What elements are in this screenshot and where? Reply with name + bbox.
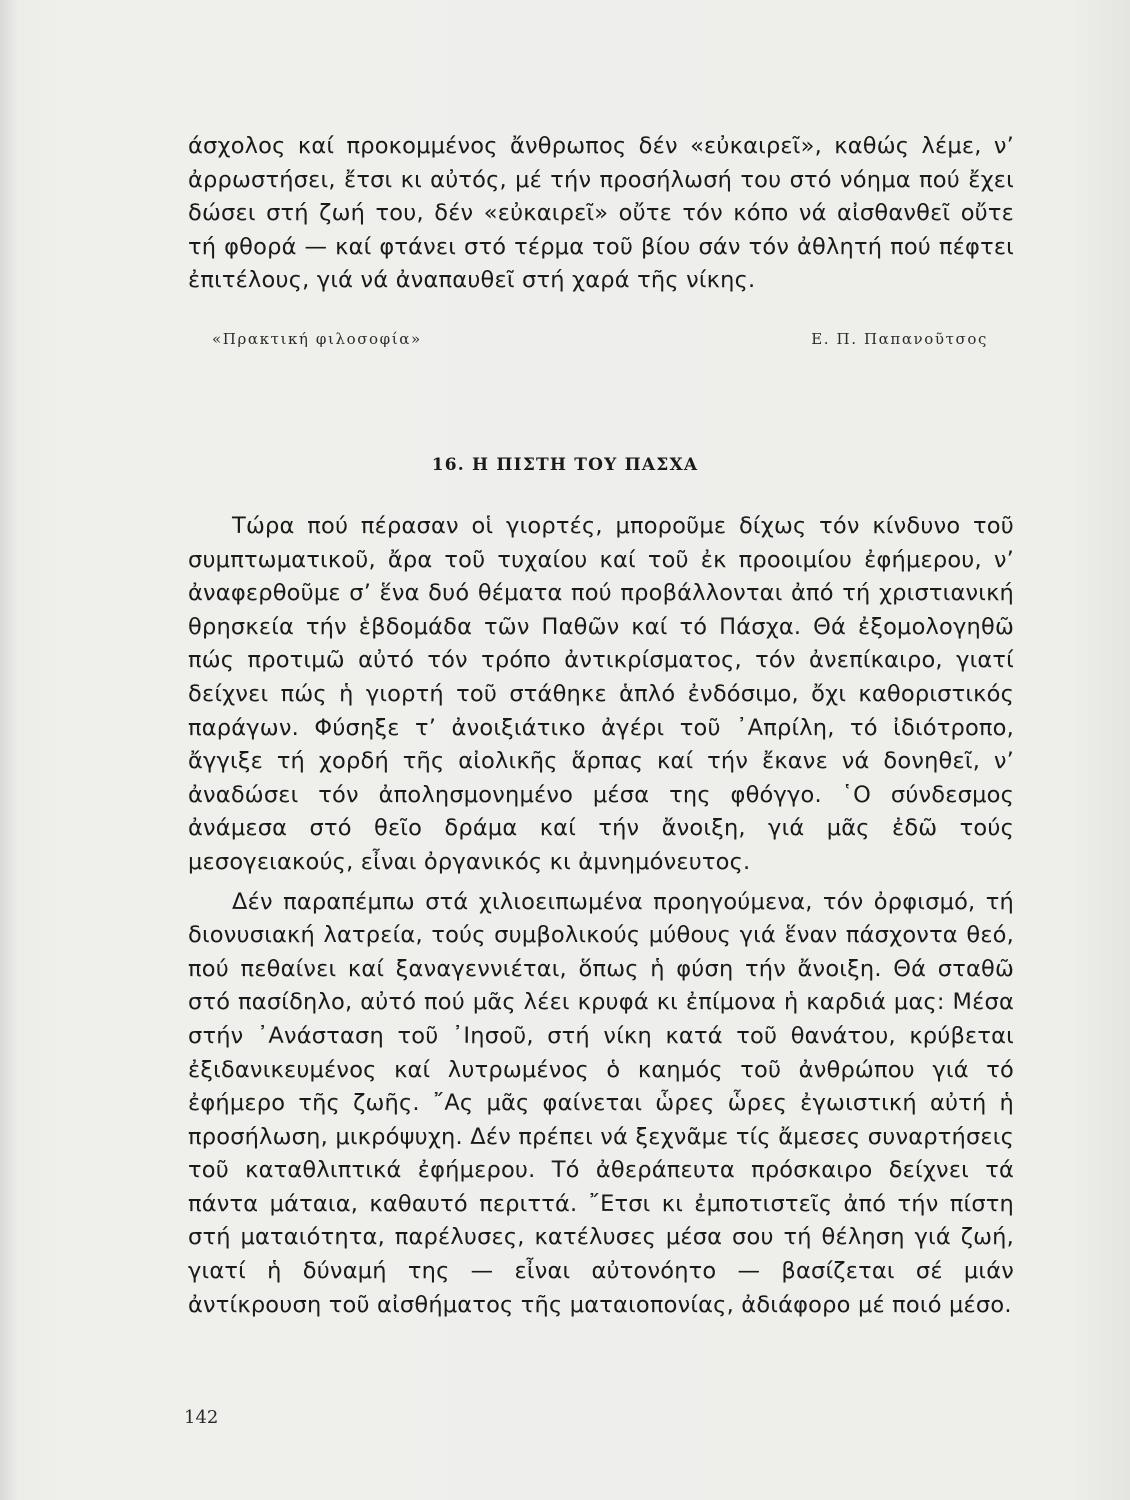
section-heading: 16. Η ΠΙΣΤΗ ΤΟΥ ΠΑΣΧΑ xyxy=(431,455,699,475)
attribution-source: «Πρακτική φιλοσοφία» xyxy=(212,330,422,348)
attribution-author: Ε. Π. Παπανοῦτσος xyxy=(811,330,988,348)
top-text-block xyxy=(188,130,1014,298)
body-paragraph: Δέν παραπέμπω στά χιλιοειπωμένα προηγούμενα, τόν ὀρφισμό, τή διονυσιακή λατρεία, τούς συμβολικούς μύθους γιά ἕναν πάσχοντα θεό, πού πεθαίνει καί ξαναγεννιέται, ὅπως ἡ φύση τήν ἄνοιξη. Θά σταθῶ στό πασίδηλο, αὐτό πού μᾶς λέει κρυφά κι ἐπίμονα ἡ καρδιά μας: Μέσα στήν ᾿Ανάσταση τοῦ ᾿Ιησοῦ, στή νίκη κατά τοῦ θανάτου, κρύβεται ἐξιδανικευμένος καί λυτρωμένος ὁ καημός τοῦ ἀνθρώπου γιά τό ἐφήμερο τῆς ζωῆς. ῎Ας μᾶς φαίνεται ὧρες ὧρες ἐγωιστική αὐτή ἡ προσήλωση, μικρόψυχη. Δέν πρέπει νά ξεχνᾶμε τίς ἄμεσες συναρτήσεις τοῦ καταθλιπτικά ἐφήμερου. Τό ἀθεράπευτα πρόσκαιρο δείχνει τά πάντα μάταια, καθαυτό περιττά. ῎Ετσι κι ἐμποτιστεῖς ἀπό τήν πίστη στή ματαιότητα, παρέλυσες, κατέλυσες μέσα σου τή θέληση γιά ζωή, γιατί ἡ δύναμή της — εἶναι αὐτονόητο — βασίζεται σέ μιάν ἀντίκρουση τοῦ αἰσθήματος τῆς ματαιοπονίας, ἀδιάφορο μέ ποιό μέσο. xyxy=(188,888,1014,1318)
body-paragraph: Τώρα πού πέρασαν οἱ γιορτές, μποροῦμε δίχως τόν κίνδυνο τοῦ συμπτωματικοῦ, ἄρα τοῦ τυχαίου καί τοῦ ἐκ προοιμίου ἐφήμερου, ν’ ἀναφερθοῦμε σ’ ἕνα δυό θέματα πού προβάλλονται ἀπό τή χριστιανική θρησκεία τήν ἑβδομάδα τῶν Παθῶν καί τό Πάσχα. Θά ἐξομολογηθῶ πώς προτιμῶ αὐτό τόν τρόπο ἀντικρίσματος, τόν ἀνεπίκαιρο, γιατί δείχνει πώς ἡ γιορτή τοῦ στάθηκε ἁπλό ἐνδόσιμο, ὄχι καθοριστικός παράγων. Φύσηξε τ’ ἀνοιξιάτικο ἀγέρι τοῦ ᾿Απρίλη, τό ἰδιότροπο, ἄγγιξε τή χορδή τῆς αἰολικῆς ἅρπας καί τήν ἔκανε νά δονηθεῖ, ν’ ἀναδώσει τόν ἀπολησμονημένο μέσα της φθόγγο. ῾Ο σύνδεσμος ἀνάμεσα στό θεῖο δράμα καί τήν ἄνοιξη, γιά μᾶς ἐδῶ τούς μεσογειακούς, εἶναι ὀργανικός κι ἀμνημόνευτος. xyxy=(188,513,1014,875)
body-text-block xyxy=(188,510,1014,1322)
top-paragraph: άσχολος καί προκομμένος ἄνθρωπος δέν «εὐκαιρεῖ», καθώς λέμε, ν’ ἀρρωστήσει, ἔτσι κι αὐτός, μέ τήν προσήλωσή του στό νόημα πού ἔχει δώσει στή ζωή του, δέν «εὐκαιρεῖ» οὔτε τόν κόπο νά αἰσθανθεῖ οὔτε τή φθορά — καί φτάνει στό τέρμα τοῦ βίου σάν τόν ἀθλητή πού πέφτει ἐπιτέλους, γιά νά ἀναπαυθεῖ στή χαρά τῆς νίκης. xyxy=(188,133,1014,294)
page-number: 142 xyxy=(184,1407,219,1428)
